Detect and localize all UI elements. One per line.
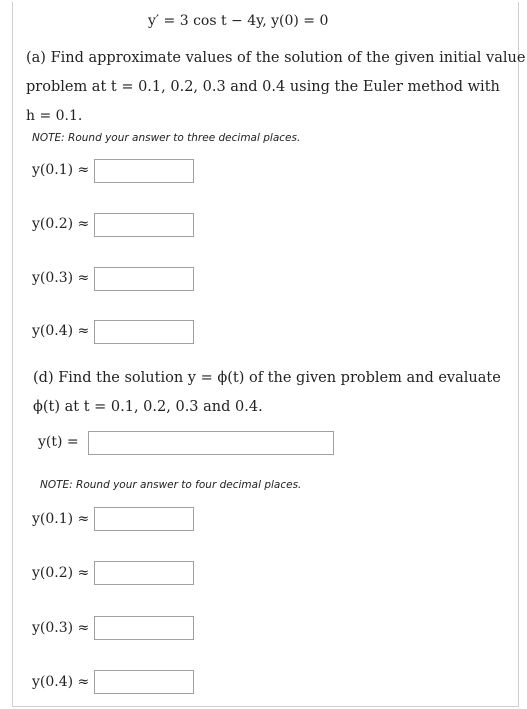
part-d-note: NOTE: Round your answer to four decimal places.: [40, 479, 302, 491]
part-d-label-3: y(0.3) ≈: [32, 620, 90, 636]
differential-equation: y′ = 3 cos t − 4y, y(0) = 0: [148, 13, 329, 29]
part-a-line-1: (a) Find approximate values of the solution of the given initial value: [26, 50, 526, 66]
problem-frame: [12, 2, 519, 707]
part-a-label-1: y(0.1) ≈: [32, 162, 90, 178]
part-d-answer-2[interactable]: [94, 561, 194, 585]
part-a-label-2: y(0.2) ≈: [32, 216, 90, 232]
part-d-solution-label: y(t) =: [38, 434, 79, 450]
part-d-label-1: y(0.1) ≈: [32, 511, 90, 527]
part-a-answer-3[interactable]: [94, 267, 194, 291]
part-d-answer-3[interactable]: [94, 616, 194, 640]
part-d-solution-input[interactable]: [88, 431, 334, 455]
part-a-line-2: problem at t = 0.1, 0.2, 0.3 and 0.4 using the Euler method with: [26, 79, 500, 95]
part-d-answer-4[interactable]: [94, 670, 194, 694]
part-a-line-3: h = 0.1.: [26, 108, 83, 124]
part-a-answer-1[interactable]: [94, 159, 194, 183]
part-d-line-2: ϕ(t) at t = 0.1, 0.2, 0.3 and 0.4.: [33, 399, 263, 415]
part-a-answer-2[interactable]: [94, 213, 194, 237]
part-d-line-1: (d) Find the solution y = ϕ(t) of the given problem and evaluate: [33, 370, 501, 386]
part-d-label-4: y(0.4) ≈: [32, 674, 90, 690]
part-a-label-4: y(0.4) ≈: [32, 323, 90, 339]
part-a-label-3: y(0.3) ≈: [32, 270, 90, 286]
part-d-label-2: y(0.2) ≈: [32, 565, 90, 581]
part-a-answer-4[interactable]: [94, 320, 194, 344]
part-a-note: NOTE: Round your answer to three decimal places.: [32, 132, 301, 144]
part-d-answer-1[interactable]: [94, 507, 194, 531]
